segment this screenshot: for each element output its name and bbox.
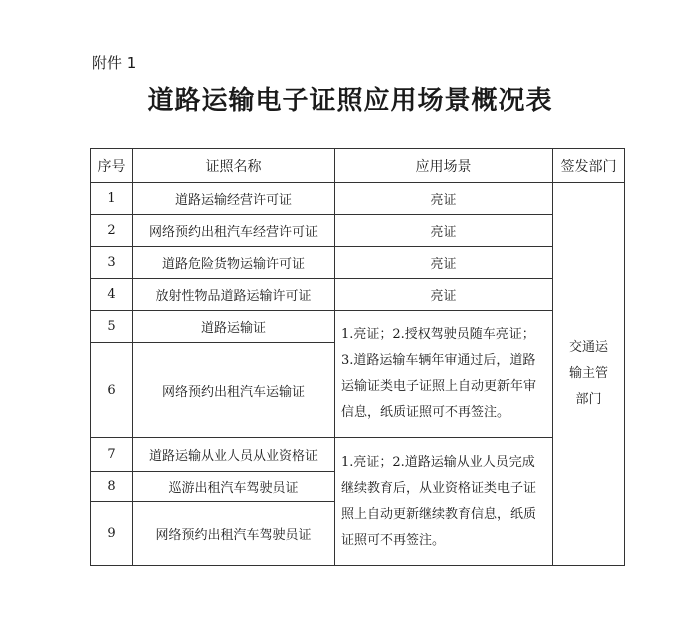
attachment-label: 附件 1 (92, 54, 137, 72)
overview-table (90, 148, 625, 566)
page-title: 道路运输电子证照应用场景概况表 (147, 86, 553, 116)
table-row (91, 183, 625, 215)
row-scene: 亮证 (335, 183, 553, 215)
table-row (91, 311, 625, 343)
row-no: 4 (91, 279, 133, 311)
scene-group-a: 1.亮证；2.授权驾驶员随车亮证；3.道路运输车辆年审通过后，道路运输证类电子证照上自动更新年审信息，纸质证照可不再签注。 (335, 311, 553, 438)
row-name: 道路危险货物运输许可证 (133, 247, 335, 279)
row-name: 巡游出租汽车驾驶员证 (133, 472, 335, 502)
row-no: 1 (91, 183, 133, 215)
row-name: 道路运输证 (133, 311, 335, 343)
header-name: 证照名称 (133, 149, 335, 183)
row-no: 3 (91, 247, 133, 279)
row-name: 网络预约出租汽车经营许可证 (133, 215, 335, 247)
header-scene: 应用场景 (335, 149, 553, 183)
row-name: 放射性物品道路运输许可证 (133, 279, 335, 311)
row-no: 5 (91, 311, 133, 343)
table-row (91, 215, 625, 247)
row-scene: 亮证 (335, 247, 553, 279)
scene-group-b: 1.亮证；2.道路运输从业人员完成继续教育后，从业资格证类电子证照上自动更新继续教育信息，纸质证照可不再签注。 (335, 438, 553, 566)
row-name: 道路运输经营许可证 (133, 183, 335, 215)
issuing-dept: 交通运输主管部门 (553, 183, 625, 566)
row-no: 7 (91, 438, 133, 472)
row-scene: 亮证 (335, 215, 553, 247)
row-no: 8 (91, 472, 133, 502)
header-no: 序号 (91, 149, 133, 183)
table-header-row (91, 149, 625, 183)
row-no: 2 (91, 215, 133, 247)
row-no: 9 (91, 502, 133, 566)
table-row (91, 279, 625, 311)
row-name: 网络预约出租汽车驾驶员证 (133, 502, 335, 566)
row-name: 道路运输从业人员从业资格证 (133, 438, 335, 472)
row-name: 网络预约出租汽车运输证 (133, 343, 335, 438)
header-dept: 签发部门 (553, 149, 625, 183)
table-row (91, 247, 625, 279)
table-row (91, 438, 625, 472)
row-no: 6 (91, 343, 133, 438)
row-scene: 亮证 (335, 279, 553, 311)
